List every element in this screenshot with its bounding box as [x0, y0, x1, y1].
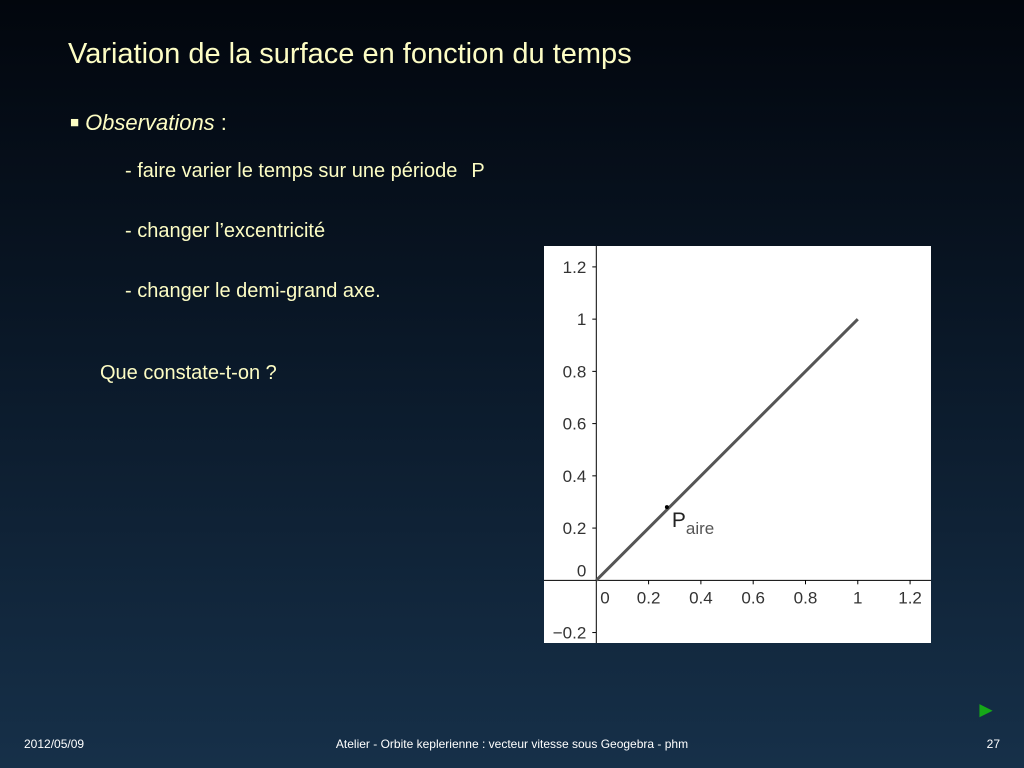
y-tick-label: 1.2 [562, 257, 587, 277]
x-tick-label: 0 [600, 588, 610, 608]
observation-item-time [125, 160, 485, 183]
y-tick-label: 0.4 [562, 466, 587, 486]
question-text: Que constate-t-on ? [100, 362, 277, 384]
y-tick-label: 0 [576, 561, 587, 581]
observations-colon: : [214, 110, 227, 135]
observation-item-eccentricity: - changer l’excentricité [125, 220, 326, 242]
series-line [596, 319, 857, 580]
x-tick-label: 1 [853, 588, 863, 608]
next-slide-arrow-icon[interactable]: ► [975, 697, 997, 722]
x-tick-label: 0.2 [636, 588, 661, 608]
x-tick-label: 1.2 [898, 588, 922, 608]
area-time-chart [544, 246, 931, 643]
y-tick-label: 0.6 [562, 414, 587, 434]
x-tick-label: 0.4 [689, 588, 713, 608]
x-tick-label: 0.6 [741, 588, 766, 608]
point-label: $P_{aire}$ [671, 509, 715, 539]
graph-panel [544, 246, 931, 643]
observations-bullet [70, 110, 227, 136]
slide-title: Variation de la surface en fonction du temps [68, 38, 632, 70]
observation-item-time-text: - faire varier le temps sur une période [125, 160, 458, 182]
observations-label: Observations [85, 110, 215, 135]
page-number: 27 [986, 737, 1000, 751]
y-tick-label: 0.8 [562, 362, 587, 382]
x-tick-label: 0.8 [793, 588, 818, 608]
footer-date: 2012/05/09 [24, 737, 85, 751]
bullet-square-icon: ■ [70, 114, 80, 131]
point-p-aire [665, 505, 669, 509]
y-tick-label: −0.2 [552, 623, 587, 643]
period-symbol: P [471, 160, 485, 182]
y-tick-label: 1 [576, 310, 587, 330]
y-tick-label: 0.2 [562, 519, 587, 539]
footer-title: Atelier - Orbite keplerienne : vecteur vitesse sous Geogebra - phm [335, 737, 689, 751]
observation-item-semi-major-axis: - changer le demi-grand axe. [125, 280, 381, 302]
